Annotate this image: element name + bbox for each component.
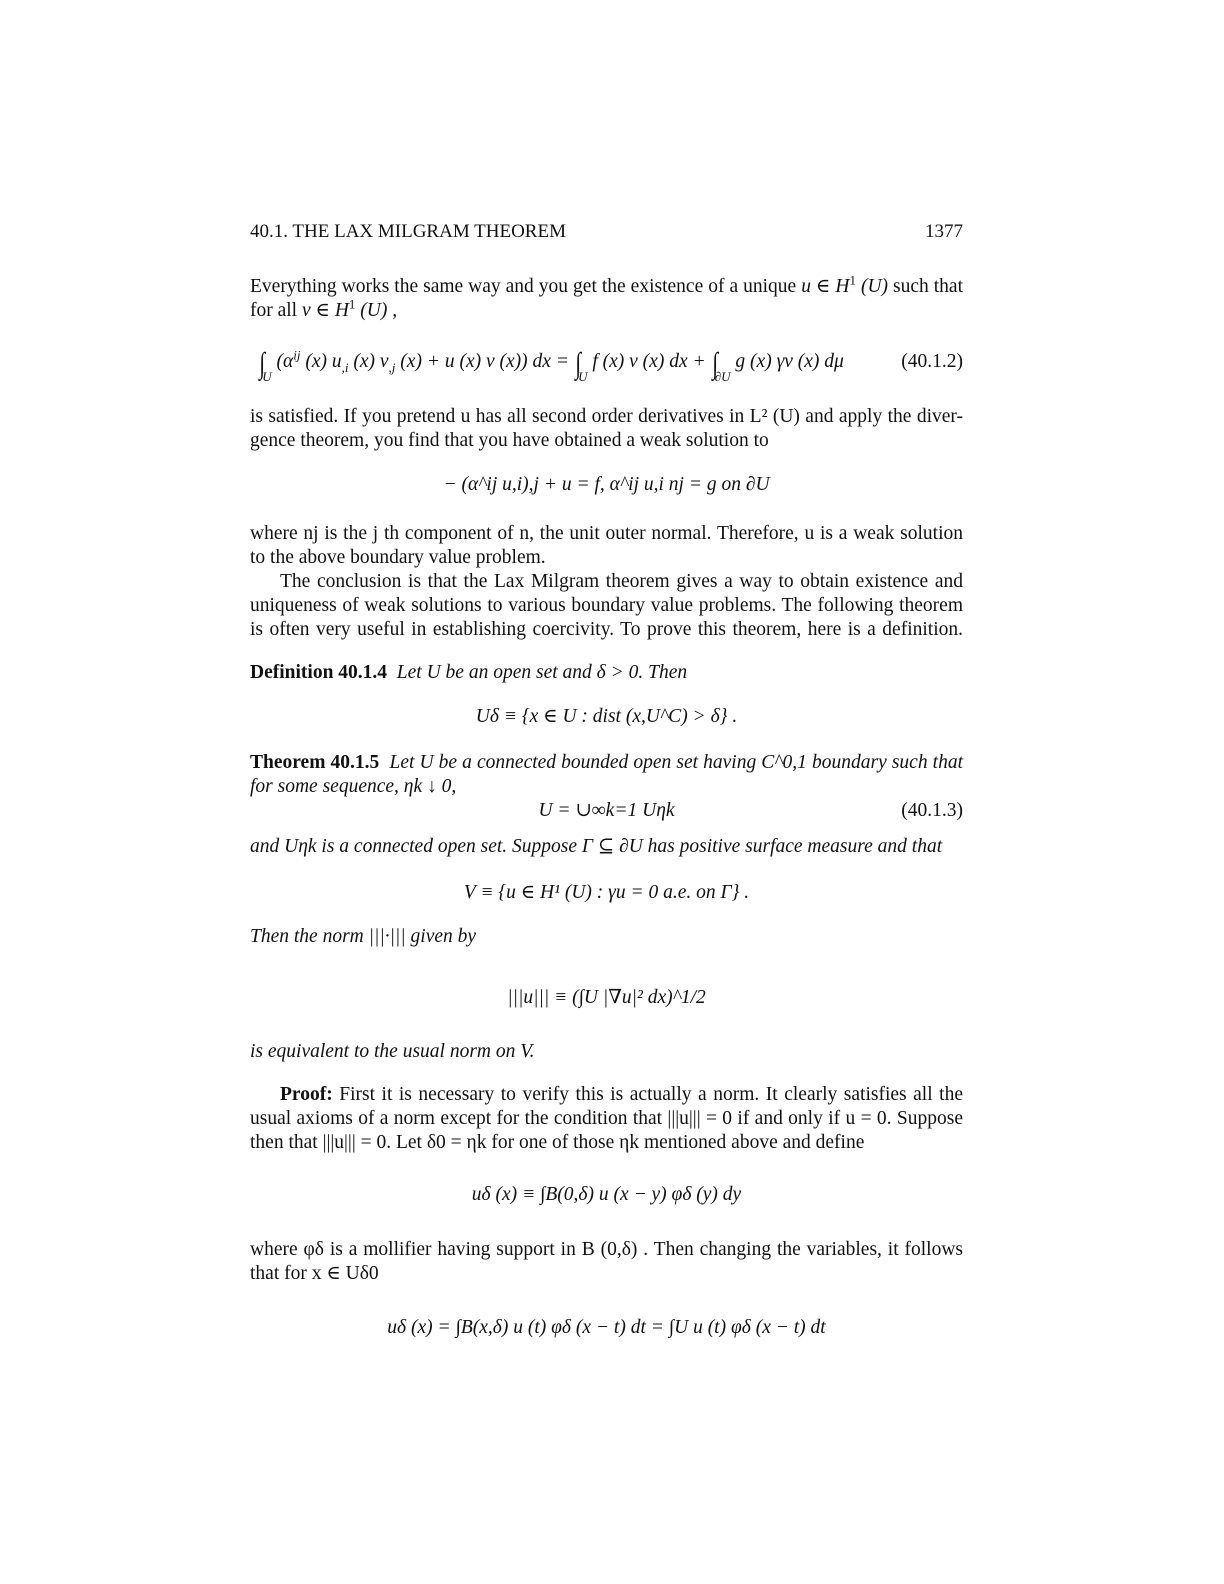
proof-label: Proof: — [280, 1084, 333, 1105]
para3-line-1: where nj is the j th component of n, the unit outer normal. Therefore, u is a weak solution — [250, 523, 963, 544]
proof-line-3: then that |||u||| = 0. Let δ0 = ηk for one of those ηk mentioned above and define — [250, 1132, 865, 1153]
proof-line-4: where φδ is a mollifier having support in B (0,δ) . Then changing the variables, it follows — [250, 1239, 963, 1260]
page-number: 1377 — [925, 221, 963, 242]
theorem-line-4: Then the norm |||·||| given by — [250, 926, 477, 947]
math: (x) u — [300, 351, 342, 372]
math-sup: ij — [293, 347, 301, 363]
theorem-line-5: is equivalent to the usual norm on V. — [250, 1041, 535, 1062]
definition-text: Let U be an open set and δ > 0. Then — [396, 662, 688, 683]
integral-domain: ∂U — [714, 369, 731, 384]
text: First it is necessary to verify this is actually a norm. It clearly satisfies all the — [339, 1084, 963, 1105]
integral-sign: ∫ — [575, 347, 581, 380]
integral-domain: U — [262, 369, 272, 384]
math: (x) + u (x) v (x)) dx = — [395, 351, 569, 372]
integral-domain: U — [578, 369, 588, 384]
math: (U) — [855, 276, 894, 297]
section-title: 40.1. THE LAX MILGRAM THEOREM — [250, 221, 566, 242]
math-sub: ,j — [388, 359, 396, 375]
theorem-line-2: for some sequence, ηk ↓ 0, — [250, 776, 457, 797]
proof-equation-2: uδ (x) = ∫B(x,δ) u (t) φδ (x − t) dt = ∫U u (t) φδ (x − t) dt — [387, 1317, 826, 1338]
proof-equation-1: uδ (x) ≡ ∫B(0,δ) u (x − y) φδ (y) dy — [471, 1184, 742, 1205]
equation-40-1-2 — [258, 347, 971, 389]
text: for all — [250, 300, 302, 321]
running-header — [250, 221, 963, 243]
math: (x) v — [348, 351, 389, 372]
math: (U) , — [355, 300, 398, 321]
theorem-40-1-5 — [250, 751, 963, 775]
para2-line-2: gence theorem, you find that you have obtained a weak solution to — [250, 430, 769, 451]
math: (α — [276, 351, 294, 372]
proof-line-5: that for x ∈ Uδ0 — [250, 1263, 379, 1284]
intro-line-1 — [250, 272, 963, 299]
equation-bvp: − (α^ij u,i),j + u = f, α^ij u,i nj = g on ∂U — [443, 474, 770, 495]
theorem-line-1: Let U be a connected bounded open set having C^0,1 boundary such that — [389, 752, 964, 773]
theorem-label: Theorem 40.1.5 — [250, 752, 380, 773]
equation-40-1-3: U = ∪∞k=1 Uηk — [538, 800, 675, 821]
equation-number: (40.1.2) — [901, 351, 963, 372]
math: u ∈ H — [801, 276, 850, 297]
text: Everything works the same way and you get the existence of a unique — [250, 276, 797, 297]
math-sup: 1 — [849, 272, 856, 288]
math: f (x) v (x) dx + — [587, 351, 706, 372]
text: such that — [893, 276, 963, 297]
para3-line-3: The conclusion is that the Lax Milgram theorem gives a way to obtain existence and — [280, 571, 963, 592]
proof-line-1 — [250, 1083, 963, 1107]
math: v ∈ H — [301, 300, 349, 321]
proof-line-2: usual axioms of a norm except for the condition that |||u||| = 0 if and only if u = 0. Suppose — [250, 1108, 963, 1129]
math-sub: ,i — [341, 359, 349, 375]
para3-line-4: uniqueness of weak solutions to various boundary value problems. The following theorem — [250, 595, 963, 616]
theorem-line-3: and Uηk is a connected open set. Suppose Γ ⊆ ∂U has positive surface measure and that — [250, 836, 943, 857]
equation-V: V ≡ {u ∈ H¹ (U) : γu = 0 a.e. on Γ} . — [463, 882, 750, 903]
para2-line-1: is satisfied. If you pretend u has all second order derivatives in L² (U) and apply the diver- — [250, 406, 963, 427]
equation-number: (40.1.3) — [901, 800, 963, 821]
definition-equation: Uδ ≡ {x ∈ U : dist (x,U^C) > δ} . — [475, 706, 738, 727]
definition-40-1-4 — [250, 661, 963, 685]
math: g (x) γv (x) dμ — [730, 351, 844, 372]
integral-sign: ∫ — [259, 347, 265, 380]
para3-line-2: to the above boundary value problem. — [250, 547, 546, 568]
equation-norm: |||u||| ≡ (∫U |∇u|² dx)^1/2 — [507, 987, 706, 1008]
intro-line-2 — [250, 296, 963, 323]
para3-line-5: is often very useful in establishing coercivity. To prove this theorem, here is a definition. — [250, 619, 963, 640]
integral-sign: ∫ — [711, 347, 718, 380]
math-sup: 1 — [348, 296, 356, 312]
definition-label: Definition 40.1.4 — [250, 662, 388, 683]
